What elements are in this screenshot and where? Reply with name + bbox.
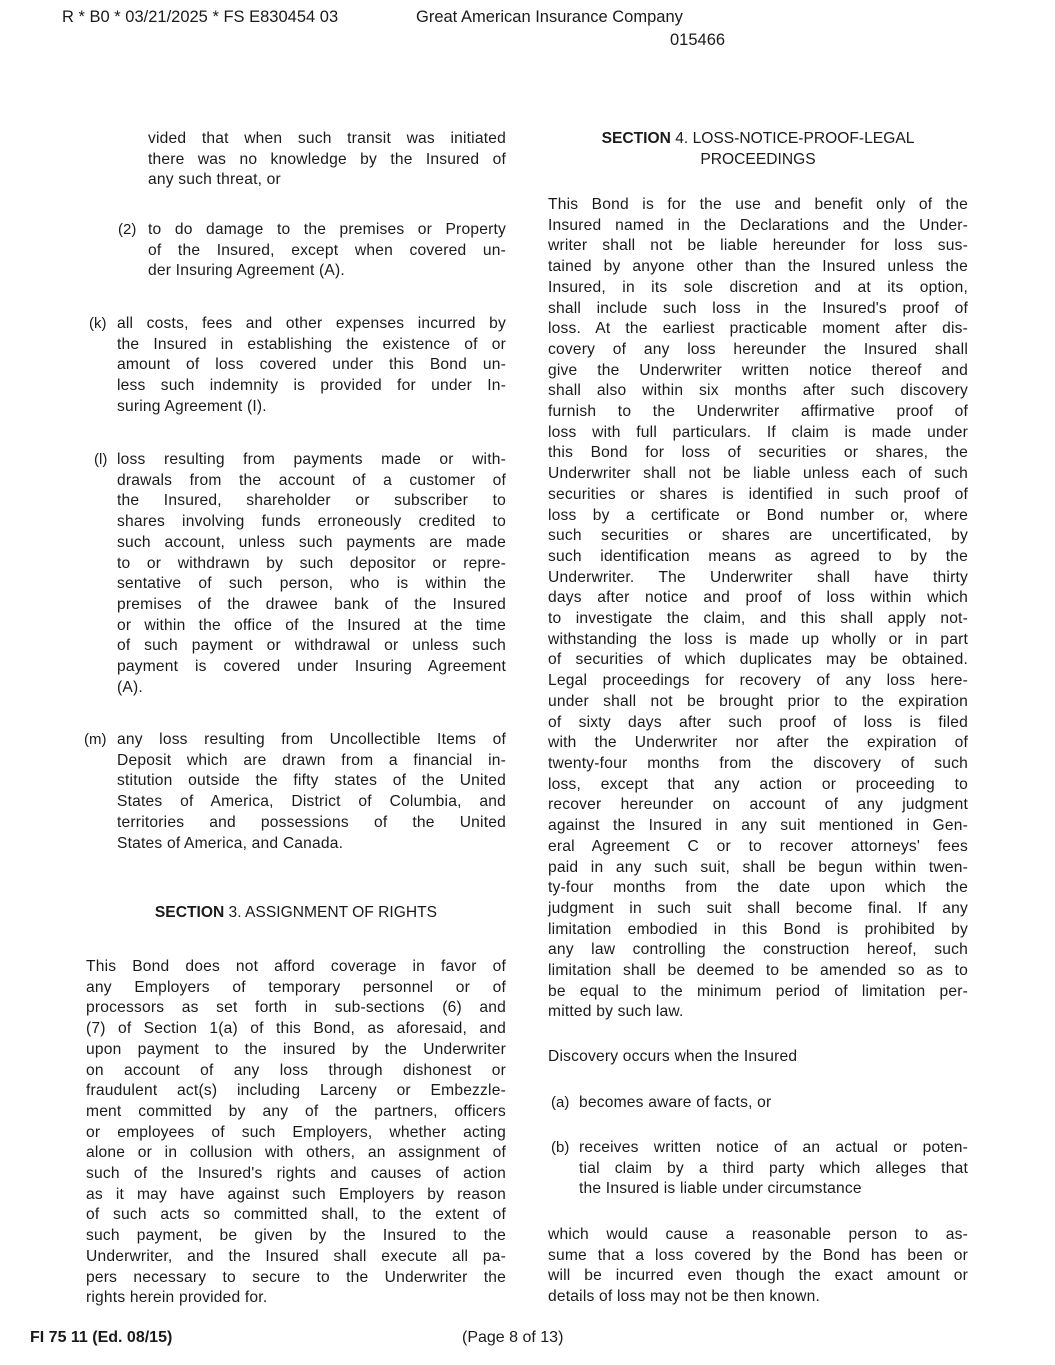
text-line: this Bond for loss of securities or shares, the: [548, 444, 968, 462]
text-line: any loss resulting from Uncollectible Items of: [117, 731, 506, 748]
item-label: (2): [118, 221, 137, 238]
item-label: (k): [89, 315, 107, 332]
text-line: (A).: [117, 678, 143, 696]
text-line: which would cause a reasonable person to as-: [548, 1226, 968, 1243]
text-line: will be incurred even though the exact amount or: [548, 1267, 968, 1285]
text-line: paid in any such suit, shall be begun within twen-: [548, 858, 968, 876]
discovery-intro: [548, 1047, 968, 1068]
text-line: Underwriter, and the Insured shall execute all pa-: [86, 1247, 506, 1265]
text-line: vided that when such transit was initiated: [148, 130, 506, 147]
text-line: or employees of such Employers, whether acting: [86, 1123, 506, 1141]
text-line: loss with full particulars. If claim is made under: [548, 423, 968, 441]
item-label: (a): [551, 1094, 570, 1111]
text-line: shall also within six months after such discovery: [548, 382, 968, 400]
text-line: States of America, and Canada.: [117, 834, 344, 852]
text-line: becomes aware of facts, or: [579, 1094, 772, 1111]
text-line: withstanding the loss is made up wholly or in part: [548, 630, 968, 648]
text-line: judgment in such suit shall become final. If any: [548, 899, 968, 917]
text-line: upon payment to the insured by the Underwriter: [86, 1040, 506, 1058]
text-line: furnish to the Underwriter affirmative proof of: [548, 403, 968, 421]
text-line: stitution outside the fifty states of the United: [117, 772, 506, 790]
item-label: (m): [84, 731, 107, 748]
text-line: writer shall not be liable hereunder for loss sus-: [548, 237, 968, 255]
section-title: 4. LOSS-NOTICE-PROOF-LEGAL: [670, 130, 915, 147]
text-line: Legal proceedings for recovery of any loss here-: [548, 672, 968, 690]
text-line: details of loss may not be then known.: [548, 1288, 820, 1306]
section-4-body: [548, 195, 968, 1023]
text-line: such account, unless such payments are made: [117, 533, 506, 551]
text-line: This Bond is for the use and benefit only of the: [548, 196, 968, 213]
section-3-heading: [86, 903, 506, 924]
text-line: This Bond does not afford coverage in favor of: [86, 958, 506, 975]
text-line: processors as set forth in sub-sections (6) and: [86, 999, 506, 1017]
text-line: limitation embodied in this Bond is prohibited by: [548, 920, 968, 938]
document-number: 015466: [670, 31, 726, 49]
text-line: such payment, be given by the Insured to the: [86, 1227, 506, 1245]
text-line: as it may have against such Employers by reason: [86, 1185, 506, 1203]
text-line: mitted by such law.: [548, 1003, 684, 1021]
text-line: States of America, District of Columbia, and: [117, 793, 506, 811]
text-line: Underwriter. The Underwriter shall have thirty: [548, 568, 968, 586]
text-line: any Employers of temporary personnel or of: [86, 978, 506, 996]
text-line: Discovery occurs when the Insured: [548, 1048, 798, 1065]
text-line: Deposit which are drawn from a financial in-: [117, 751, 506, 769]
text-line: (7) of Section 1(a) of this Bond, as aforesaid, and: [86, 1020, 506, 1038]
text-line: rights herein provided for.: [86, 1289, 268, 1307]
text-line: loss resulting from payments made or with-: [117, 451, 506, 468]
text-line: Underwriter shall not be liable unless each of such: [548, 465, 968, 483]
text-line: such securities or shares are uncertificated, by: [548, 527, 968, 545]
form-id: R * B0 * 03/21/2025 * FS E830454 03: [62, 8, 339, 26]
text-line: alone or in collusion with others, an assignment of: [86, 1144, 506, 1162]
item-l-text: [117, 450, 506, 698]
text-line: limitation shall be deemed to be amended so as to: [548, 962, 968, 980]
text-line: any such threat, or: [148, 171, 281, 189]
text-line: the Insured in establishing the existence of or: [117, 335, 506, 353]
text-line: payment is covered under Insuring Agreement: [117, 658, 506, 676]
text-line: sume that a loss covered by the Bond has been or: [548, 1246, 968, 1264]
text-line: to do damage to the premises or Property: [148, 221, 506, 238]
section-3-body: [86, 957, 506, 1309]
text-line: all costs, fees and other expenses incurred by: [117, 315, 506, 332]
item-k-text: [117, 314, 506, 418]
text-line: or within the office of the Insured at the time: [117, 616, 506, 634]
section-4-heading-line1: [548, 129, 968, 150]
text-line: tial claim by a third party which alleges that: [579, 1159, 968, 1177]
text-line: loss by a certificate or Bond number or, where: [548, 506, 968, 524]
text-line: such identification means as agreed to by the: [548, 547, 968, 565]
text-line: to or withdrawn by such depositor or repre-: [117, 554, 506, 572]
page-number: (Page 8 of 13): [462, 1329, 564, 1346]
text-line: days after notice and proof of loss within which: [548, 589, 968, 607]
text-line: Insured, in its sole discretion and at its option,: [548, 278, 968, 296]
text-line: securities or shares is identified in such proof of: [548, 485, 968, 503]
section-4-heading: [548, 129, 968, 170]
item-a-text: [579, 1093, 968, 1114]
text-line: shares involving funds erroneously credited to: [117, 513, 506, 531]
text-line: fraudulent act(s) including Larceny or Embezzle-: [86, 1082, 506, 1100]
text-line: receives written notice of an actual or poten-: [579, 1139, 968, 1156]
text-line: of such payment or withdrawal or unless such: [117, 637, 506, 655]
text-line: shall include such loss in the Insured's proof of: [548, 299, 968, 317]
text-line: of securities of which duplicates may be obtained.: [548, 651, 968, 669]
section-word: SECTION: [154, 904, 225, 921]
text-line: covery of any loss hereunder the Insured shall: [548, 340, 968, 358]
text-line: ty-four months from the date upon which the: [548, 879, 968, 897]
text-line: on account of any loss through dishonest or: [86, 1061, 506, 1079]
text-line: tained by anyone other than the Insured unless the: [548, 258, 968, 276]
text-line: against the Insured in any suit mentioned in Gen-: [548, 817, 968, 835]
text-line: give the Underwriter written notice thereof and: [548, 361, 968, 379]
closing-paragraph: [548, 1225, 968, 1308]
text-line: such of the Insured's rights and causes of action: [86, 1165, 506, 1183]
text-line: to investigate the claim, and this shall apply not-: [548, 610, 968, 628]
text-line: any law controlling the construction hereof, such: [548, 941, 968, 959]
text-line: the Insured is liable under circumstance: [579, 1180, 862, 1198]
text-line: loss, except that any action or proceeding to: [548, 775, 968, 793]
text-line: with the Underwriter nor after the expiration of: [548, 734, 968, 752]
text-line: eral Agreement C or to recover attorneys' fees: [548, 837, 968, 855]
text-line: der Insuring Agreement (A).: [148, 262, 345, 280]
section-title: 3. ASSIGNMENT OF RIGHTS: [224, 904, 438, 921]
text-line: twenty-four months from the discovery of such: [548, 754, 968, 772]
text-line: Insured named in the Declarations and the Under-: [548, 216, 968, 234]
item-2-text: [148, 220, 506, 282]
section-word: SECTION: [601, 130, 671, 147]
text-line: pers necessary to secure to the Underwriter the: [86, 1268, 506, 1286]
text-line: premises of the drawee bank of the Insured: [117, 595, 506, 613]
text-line: the Insured, shareholder or subscriber to: [117, 492, 506, 510]
text-line: suring Agreement (I).: [117, 397, 267, 415]
text-line: ment committed by any of the partners, officers: [86, 1102, 506, 1120]
text-line: under shall not be brought prior to the expiration: [548, 692, 968, 710]
text-line: territories and possessions of the United: [117, 813, 506, 831]
item-m-text: [117, 730, 506, 854]
text-line: less such indemnity is provided for under In-: [117, 377, 506, 395]
section-4-heading-line2: PROCEEDINGS: [700, 150, 816, 168]
text-line: of such acts so committed shall, to the extent of: [86, 1206, 506, 1224]
text-line: sentative of such person, who is within the: [117, 575, 506, 593]
text-line: be equal to the minimum period of limitation per-: [548, 982, 968, 1000]
text-line: of sixty days after such proof of loss is filed: [548, 713, 968, 731]
text-line: there was no knowledge by the Insured of: [148, 150, 506, 168]
transit-continuation: [148, 129, 506, 191]
item-label: (l): [94, 451, 108, 468]
text-line: drawals from the account of a customer of: [117, 471, 506, 489]
company-name: Great American Insurance Company: [416, 8, 683, 26]
item-label: (b): [551, 1139, 570, 1156]
text-line: loss. At the earliest practicable moment after dis-: [548, 320, 968, 338]
form-edition: FI 75 11 (Ed. 08/15): [30, 1329, 173, 1346]
text-line: recover hereunder on account of any judgment: [548, 796, 968, 814]
text-line: of the Insured, except when covered un-: [148, 241, 506, 259]
text-line: amount of loss covered under this Bond un-: [117, 356, 506, 374]
item-b-text: [579, 1138, 968, 1200]
